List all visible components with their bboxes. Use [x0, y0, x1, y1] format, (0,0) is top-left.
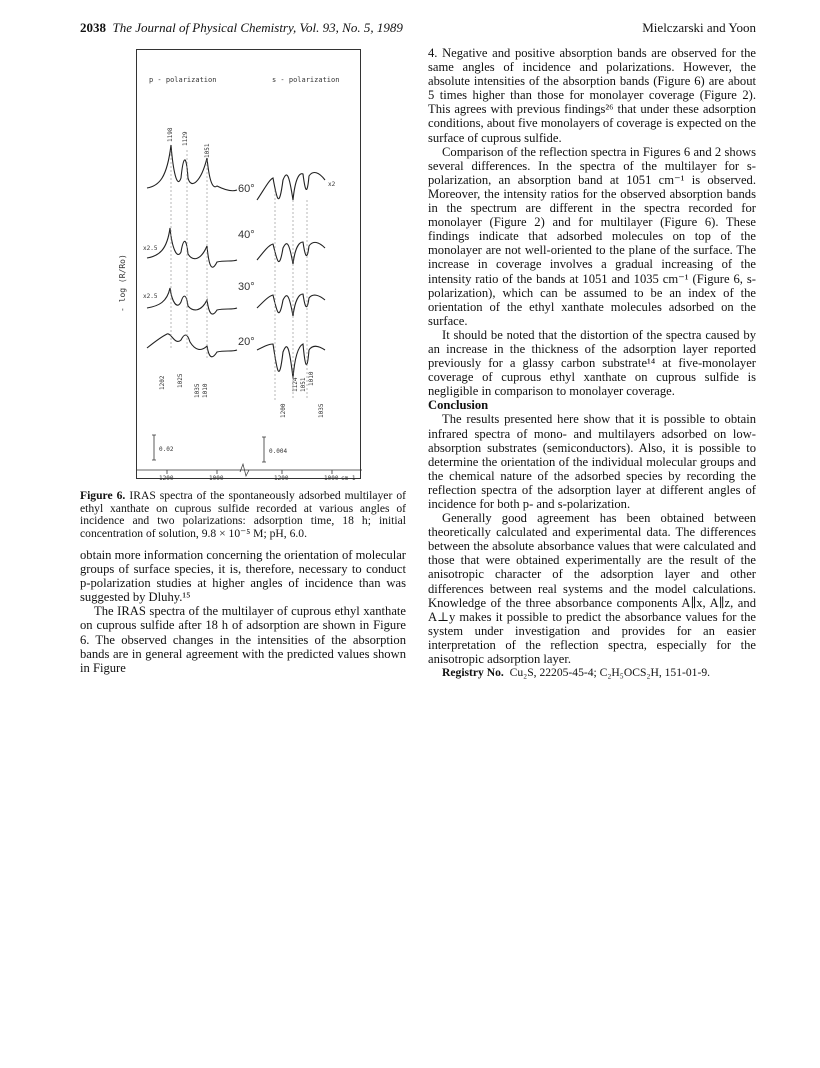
- x-unit: cm-1: [341, 475, 356, 482]
- s-spectra: [257, 173, 325, 378]
- s-spectrum-60: [257, 173, 325, 200]
- x-tick-s-1200: 1200: [274, 475, 289, 482]
- s-scale-bar-label: 0.004: [269, 448, 288, 455]
- p-spectrum-30: [147, 288, 237, 314]
- p-peak-1025: 1025: [177, 373, 184, 388]
- p-scale-bar-label: 0.02: [159, 446, 174, 453]
- registry-text: Cu₂S, 22205-45-4; C₂H₅OCS₂H, 151-01-9.: [509, 666, 711, 680]
- multiplier-p-30: x2.5: [143, 293, 158, 300]
- p-peak-1035: 1035: [194, 383, 201, 398]
- y-axis-label: - log (R/Ro): [118, 254, 127, 312]
- left-column-body: [80, 548, 406, 675]
- conclusion-paragraph-1: The results presented here show that it is possible to obtain infrared spectra of mono- and multilayers adsorbed on low-absorption substrates (semiconductors). Also, it is possible to determine the orientation of the individual molecular groups and the chemical nature of the adsorbed species by recording the reflection spectra of the adsorption layer at different angles of incidence for both p- and s-polarization.: [428, 412, 756, 511]
- x-tick-s-1000: 1000: [324, 475, 339, 482]
- figure-6-plot: [118, 50, 362, 482]
- page-number: 2038: [80, 20, 106, 35]
- conclusion-paragraph-2: Generally good agreement has been obtained between theoretically calculated and experimental data. The differences between the absolute absorbance values that were calculated and those that were obtained experimentally are the result of the anisotropic character of the adsorption layer and other differences between real systems and the model calculations. Knowledge of the three absorbance components A∥x, A∥z, and A⊥y makes it possible to predict the absorbance values for the system under investigation and provides for an easier interpretation of the reflection spectra, especially for the anisotropic adsorption layer.: [428, 511, 756, 667]
- p-peak-1010: 1010: [202, 383, 209, 398]
- x-tick-p-1000: 1000: [209, 475, 224, 482]
- right-paragraph-3: It should be noted that the distortion of the spectra caused by an increase in the thickness of the adsorption layer reported previously for a glassy carbon substrate¹⁴ at five-monolayer coverage of cuprous ethyl xanthate on cuprous sulfide is negligible in comparison to monolayer coverage.: [428, 327, 756, 399]
- s-peak-1010: 1010: [308, 371, 315, 386]
- p-spectra: [147, 145, 237, 357]
- s-peak-1200: 1200: [280, 403, 287, 418]
- x-tick-p-1200: 1200: [159, 475, 174, 482]
- figure-caption: [80, 490, 406, 540]
- s-spectrum-30: [257, 294, 325, 316]
- p-peak-1051: 1051: [204, 143, 211, 158]
- multiplier-p-40: x2.5: [143, 245, 158, 252]
- right-paragraph-2: Comparison of the reflection spectra in Figures 6 and 2 shows several differences. In the spectra of the multilayer for s-polarization, an absorption band at 1051 cm⁻¹ is observed. Moreover, the intensity ratios for the observed absorption bands in the spectrum are different in the spectra recorded for monolayer (Figure 2) and for multilayer (Figure 6). These findings indicate that adsorbed molecules on top of the monolayer are not well-oriented to the plane of the surface. The increase in coverage involves a gradual increasing of the intensity ratio of the bands at 1051 and 1035 cm⁻¹ (Figure 6, s-polarization), which can be assumed to be an index of the orientation of the ethyl xanthate molecules adsorbed on the surface.: [428, 144, 756, 328]
- header-authors: Mielczarski and Yoon: [642, 20, 756, 35]
- angle-20: 20°: [238, 336, 255, 348]
- header-left: [80, 20, 403, 36]
- p-peak-1129: 1129: [182, 131, 189, 146]
- s-peak-1124: 1124: [292, 377, 299, 392]
- s-spectrum-40: [257, 242, 325, 264]
- right-column-body: [428, 46, 756, 680]
- left-paragraph-1: obtain more information concerning the orientation of molecular groups of surface species, it is, therefore, necessary to conduct p-polarization studies at higher angles of incidence than was suggested by Dluhy.¹⁵: [80, 548, 406, 605]
- s-peak-1035: 1035: [318, 403, 325, 418]
- angle-40: 40°: [238, 229, 255, 241]
- angle-30: 30°: [238, 281, 255, 293]
- left-paragraph-2: The IRAS spectra of the multilayer of cuprous ethyl xanthate on cuprous sulfide after 18 h of adsorption are shown in Figure 6. The observed changes in the intensities of the absorption bands are in general agreement with the predicted values shown in Figure: [80, 604, 406, 675]
- p-spectrum-60: [147, 145, 237, 191]
- label-s-polarization: s - polarization: [272, 76, 340, 84]
- figure-6: [118, 49, 361, 482]
- running-header: [80, 20, 756, 38]
- registry-label: Registry No.: [442, 666, 504, 680]
- label-p-polarization: p - polarization: [149, 76, 217, 84]
- angle-60: 60°: [238, 183, 255, 195]
- caption-text: IRAS spectra of the spontaneously adsorbed multilayer of ethyl xanthate on cuprous sulfide recorded at various angles of incidence and two polarizations: adsorption time, 18 h; initial concentration of solution, 9.8 × 10⁻⁵ M; pH, 6.0.: [80, 489, 406, 540]
- p-spectrum-40: [147, 228, 237, 267]
- conclusion-heading: Conclusion: [428, 398, 489, 413]
- s-peak-1051: 1051: [300, 377, 307, 392]
- registry-numbers: [428, 666, 756, 680]
- journal-title: The Journal of Physical Chemistry, Vol. 93, No. 5, 1989: [112, 20, 403, 35]
- p-spectrum-20: [147, 334, 237, 357]
- right-paragraph-1: 4. Negative and positive absorption bands are observed for the same angles of incidence and polarizations. However, the absolute intensities of the absorption bands (Figure 6) are about 5 times higher than those for monolayer coverage (Figure 2). This agrees with previous findings²⁶ that under these adsorption conditions, about five monolayers of coverage is expected on the surface of cuprous sulfide.: [428, 46, 756, 145]
- p-peak-1202: 1202: [159, 375, 166, 390]
- p-peak-1198: 1198: [167, 127, 174, 142]
- caption-label: Figure 6.: [80, 489, 126, 502]
- multiplier-s-60: x2: [328, 181, 336, 188]
